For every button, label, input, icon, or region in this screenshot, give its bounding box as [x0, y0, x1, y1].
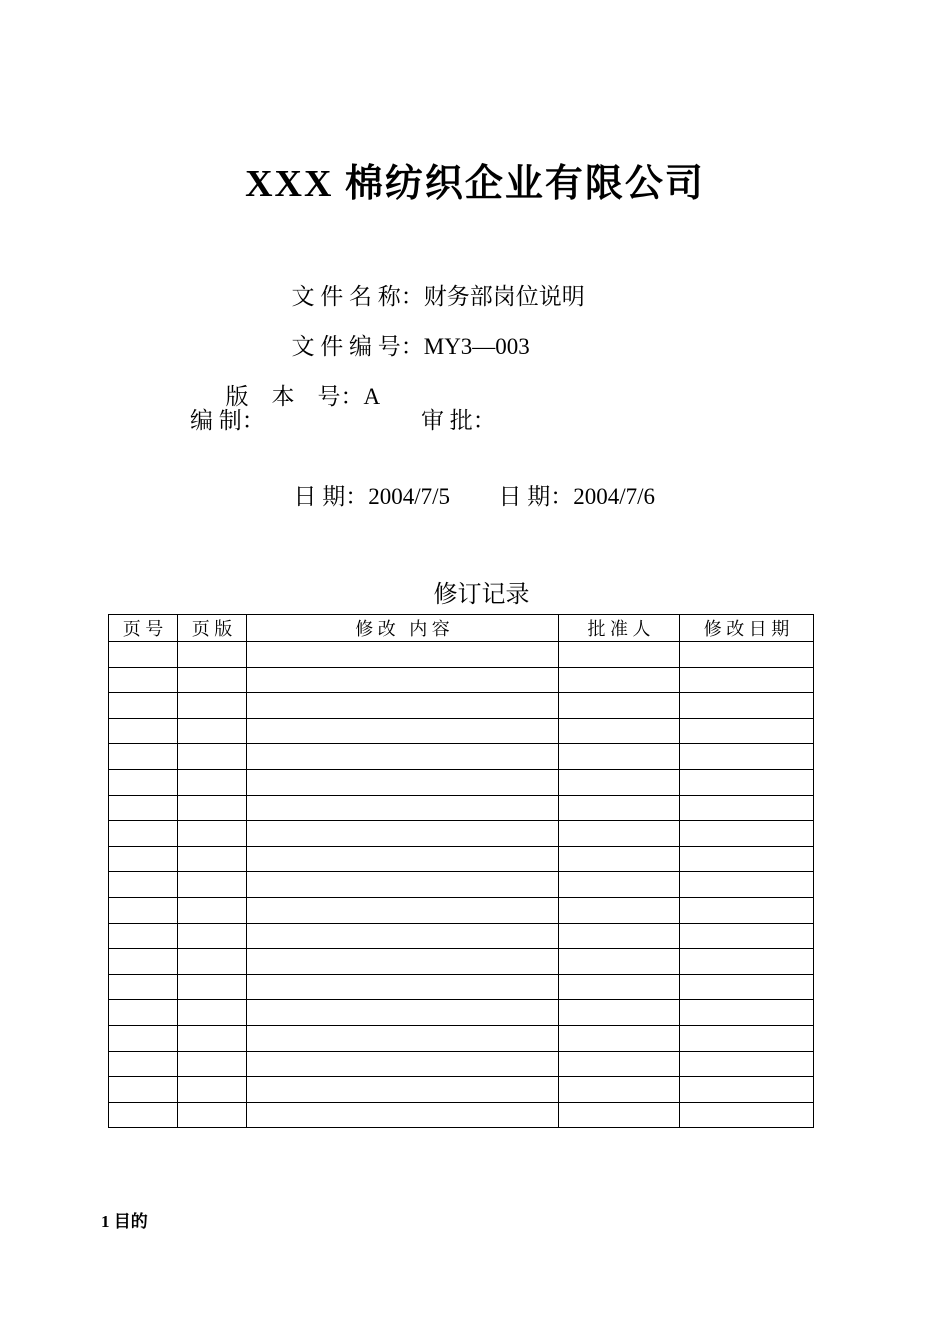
table-row [109, 1051, 814, 1077]
table-cell [559, 667, 680, 693]
table-row [109, 1000, 814, 1026]
approved-by-label: 审 批： [421, 408, 496, 433]
table-cell [559, 769, 680, 795]
table-cell [680, 1025, 814, 1051]
table-cell [178, 872, 247, 898]
table-cell [247, 949, 559, 975]
revision-record-title: 修订记录 [433, 582, 530, 608]
table-cell [559, 744, 680, 770]
table-cell [247, 642, 559, 668]
approve-date-label: 日 期： [498, 484, 574, 509]
table-cell [247, 923, 559, 949]
table-cell [247, 718, 559, 744]
table-cell [559, 897, 680, 923]
table-row [109, 744, 814, 770]
table-cell [247, 1000, 559, 1026]
document-title: XXX 棉纺织企业有限公司 [245, 163, 705, 205]
table-cell [559, 872, 680, 898]
table-cell [109, 1051, 178, 1077]
table-cell [109, 769, 178, 795]
table-cell [680, 744, 814, 770]
table-cell [178, 949, 247, 975]
table-row [109, 974, 814, 1000]
table-cell [178, 821, 247, 847]
table-row [109, 949, 814, 975]
table-cell [680, 769, 814, 795]
table-cell [247, 1051, 559, 1077]
table-cell [247, 1025, 559, 1051]
table-cell [680, 1077, 814, 1103]
table-cell [178, 795, 247, 821]
revision-table [108, 614, 814, 1128]
table-cell [247, 974, 559, 1000]
table-row [109, 1102, 814, 1128]
table-cell [559, 1025, 680, 1051]
file-name-label: 文 件 名 称： [291, 284, 424, 309]
table-cell [178, 693, 247, 719]
header-page-version: 页 版 [178, 615, 247, 642]
table-cell [559, 795, 680, 821]
compiled-by-label: 编 制： [190, 408, 265, 433]
table-cell [178, 744, 247, 770]
header-change-content: 修 改 内 容 [247, 615, 559, 642]
table-cell [559, 949, 680, 975]
table-cell [680, 1051, 814, 1077]
table-cell [247, 693, 559, 719]
table-cell [247, 897, 559, 923]
section-heading: 1 目的 [101, 1212, 148, 1231]
table-cell [247, 872, 559, 898]
table-cell [109, 744, 178, 770]
table-cell [559, 693, 680, 719]
table-cell [247, 795, 559, 821]
table-cell [109, 872, 178, 898]
table-cell [109, 693, 178, 719]
table-cell [559, 1077, 680, 1103]
table-cell [559, 1051, 680, 1077]
table-row [109, 1025, 814, 1051]
table-cell [109, 974, 178, 1000]
version-value: A [363, 384, 381, 409]
table-cell [680, 642, 814, 668]
version-label: 版 本 号： [225, 384, 364, 409]
table-row [109, 1077, 814, 1103]
table-row [109, 667, 814, 693]
table-row [109, 923, 814, 949]
table-row [109, 897, 814, 923]
table-cell [247, 744, 559, 770]
table-row [109, 718, 814, 744]
table-cell [559, 821, 680, 847]
table-cell [680, 923, 814, 949]
table-cell [680, 693, 814, 719]
file-number-value: MY3—003 [423, 334, 530, 359]
table-cell [178, 667, 247, 693]
table-cell [109, 846, 178, 872]
table-row [109, 872, 814, 898]
table-cell [680, 846, 814, 872]
table-cell [178, 1025, 247, 1051]
table-cell [559, 974, 680, 1000]
table-cell [178, 1000, 247, 1026]
approve-date-line [487, 452, 655, 511]
table-cell [680, 974, 814, 1000]
table-cell [109, 897, 178, 923]
table-cell [178, 846, 247, 872]
table-cell [247, 846, 559, 872]
table-cell [247, 667, 559, 693]
revision-header-row [109, 615, 814, 642]
table-cell [680, 897, 814, 923]
table-cell [178, 1051, 247, 1077]
compile-date-value: 2004/7/5 [368, 484, 451, 509]
table-cell [109, 642, 178, 668]
table-cell [109, 667, 178, 693]
file-name-value: 财务部岗位说明 [423, 284, 585, 309]
table-cell [178, 897, 247, 923]
table-row [109, 846, 814, 872]
compile-date-label: 日 期： [293, 484, 369, 509]
table-cell [680, 1102, 814, 1128]
table-cell [247, 769, 559, 795]
table-cell [109, 1102, 178, 1128]
table-cell [109, 1025, 178, 1051]
table-cell [559, 923, 680, 949]
table-cell [109, 949, 178, 975]
table-cell [178, 718, 247, 744]
table-cell [178, 1102, 247, 1128]
table-cell [109, 1000, 178, 1026]
header-change-date: 修 改 日 期 [680, 615, 814, 642]
table-cell [178, 769, 247, 795]
header-page-number: 页 号 [109, 615, 178, 642]
table-cell [247, 1077, 559, 1103]
table-cell [680, 1000, 814, 1026]
table-row [109, 795, 814, 821]
table-row [109, 769, 814, 795]
table-cell [680, 872, 814, 898]
table-cell [178, 974, 247, 1000]
table-cell [178, 642, 247, 668]
table-cell [680, 821, 814, 847]
table-cell [247, 821, 559, 847]
table-cell [680, 667, 814, 693]
table-cell [178, 923, 247, 949]
table-cell [680, 949, 814, 975]
table-cell [559, 846, 680, 872]
header-approver: 批 准 人 [559, 615, 680, 642]
table-cell [109, 795, 178, 821]
table-cell [109, 1077, 178, 1103]
table-row [109, 693, 814, 719]
table-cell [680, 718, 814, 744]
compile-date-line [282, 452, 450, 511]
table-cell [109, 718, 178, 744]
revision-table-body [109, 642, 814, 1128]
table-cell [247, 1102, 559, 1128]
table-cell [178, 1077, 247, 1103]
table-cell [109, 923, 178, 949]
table-cell [559, 1000, 680, 1026]
table-row [109, 821, 814, 847]
table-row [109, 642, 814, 668]
table-cell [559, 718, 680, 744]
table-cell [559, 642, 680, 668]
table-cell [559, 1102, 680, 1128]
table-cell [109, 821, 178, 847]
approve-date-value: 2004/7/6 [573, 484, 656, 509]
table-cell [680, 795, 814, 821]
file-number-label: 文 件 编 号： [291, 334, 424, 359]
